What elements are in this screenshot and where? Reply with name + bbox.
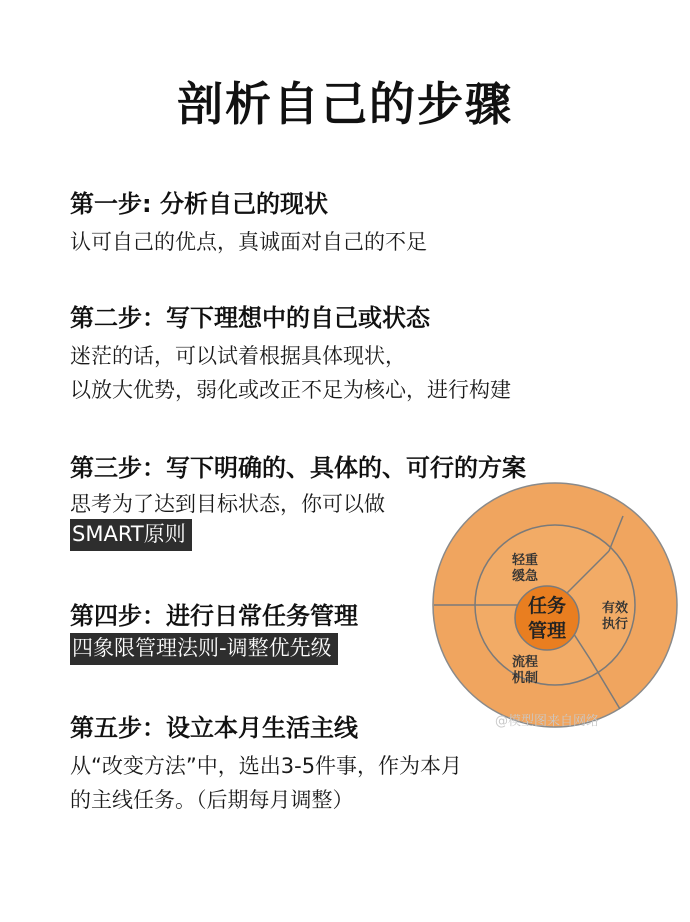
watermark: @模型图来自网络 <box>495 714 600 729</box>
center-label-2: 管理 <box>527 620 567 642</box>
segment-priority-2: 缓急 <box>511 569 539 584</box>
task-management-diagram <box>430 480 680 730</box>
step-1-title: 第一步: 分析自己的现状 <box>70 190 328 218</box>
step-2-title: 第二步：写下理想中的自己或状态 <box>70 304 430 332</box>
page-title: 剖析自己的步骤 <box>177 77 513 131</box>
step-3-line-1: 思考为了达到目标状态，你可以做 <box>70 492 385 516</box>
segment-process-1: 流程 <box>511 655 539 670</box>
step-4-title: 第四步：进行日常任务管理 <box>70 602 358 630</box>
step-5-title: 第五步：设立本月生活主线 <box>70 714 358 742</box>
step-5-line-2: 的主线任务。（后期每月调整） <box>70 788 354 812</box>
step-3-title: 第三步：写下明确的、具体的、可行的方案 <box>70 454 526 482</box>
segment-execute-2: 执行 <box>601 617 629 632</box>
segment-process-2: 机制 <box>511 671 539 686</box>
segment-priority-1: 轻重 <box>511 553 539 568</box>
step-1-line-1: 认可自己的优点，真诚面对自己的不足 <box>70 230 427 254</box>
step-3-tag: SMART原则 <box>70 519 192 551</box>
center-label-1: 任务 <box>527 595 567 617</box>
step-2-line-2: 以放大优势，弱化或改正不足为核心，进行构建 <box>70 378 511 402</box>
step-5-line-1: 从“改变方法”中，选出3-5件事，作为本月 <box>70 754 463 778</box>
step-2-line-1: 迷茫的话，可以试着根据具体现状， <box>70 344 406 368</box>
segment-execute-1: 有效 <box>601 601 629 616</box>
step-4-tag: 四象限管理法则-调整优先级 <box>70 633 338 665</box>
